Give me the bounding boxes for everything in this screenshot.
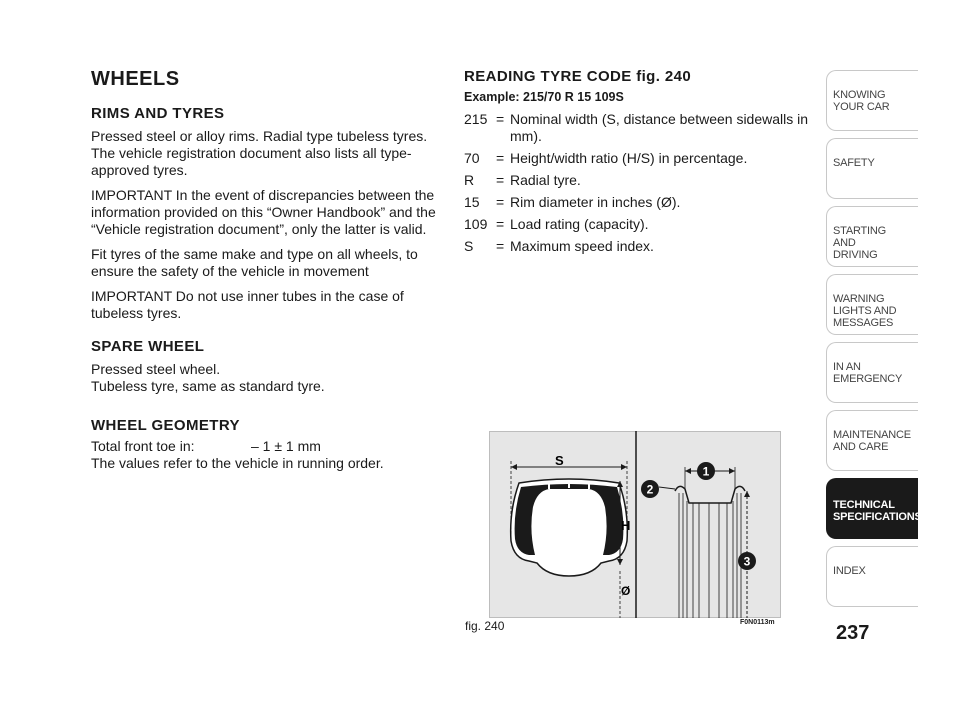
code-meaning: Height/width ratio (H/S) in percentage.: [510, 150, 748, 166]
sidebar-tab[interactable]: [826, 478, 922, 539]
badge-3: [738, 552, 756, 570]
badge-1-label: 1: [702, 464, 710, 479]
code-equals: =: [496, 172, 505, 188]
code-equals: =: [496, 150, 505, 166]
code-key: 15: [464, 194, 480, 210]
badge-2-label: 2: [646, 482, 654, 497]
sidebar-tab[interactable]: [826, 70, 918, 131]
left-column: [91, 68, 451, 480]
label-diameter: Ø: [621, 584, 631, 598]
rims-paragraph-4: IMPORTANT Do not use inner tubes in the case of tubeless tyres.: [91, 288, 404, 321]
sidebar-tab-label: MAINTENANCE AND CARE: [833, 429, 911, 453]
code-meaning: Rim diameter in inches (Ø).: [510, 194, 681, 210]
sidebar-tab[interactable]: [826, 410, 918, 471]
label-h: H: [621, 518, 631, 533]
chapter-sidebar: [826, 70, 922, 614]
rims-paragraph-2: IMPORTANT In the event of discrepancies between the information provided on this “Owner Handbook” and the “Vehicle registration document”, only the latter is valid.: [91, 187, 436, 237]
toe-label: Total front toe in:: [91, 438, 195, 454]
tyre-code-row: [464, 238, 809, 255]
spare-heading: SPARE WHEEL: [91, 338, 205, 355]
badge-3-label: 3: [743, 554, 751, 569]
code-meaning: Maximum speed index.: [510, 238, 654, 254]
code-equals: =: [496, 238, 505, 254]
sidebar-tab-label: INDEX: [833, 565, 866, 577]
geometry-note: The values refer to the vehicle in running order.: [91, 455, 384, 471]
spare-text: [91, 361, 451, 395]
tyre-code-row: [464, 172, 809, 189]
spare-line-2: Tubeless tyre, same as standard tyre.: [91, 378, 325, 394]
code-key: S: [464, 238, 474, 254]
tyre-code-row: [464, 150, 809, 167]
spare-line-1: Pressed steel wheel.: [91, 361, 221, 377]
code-key: R: [464, 172, 475, 188]
tyre-code-example: Example: 215/70 R 15 109S: [464, 90, 624, 104]
sidebar-tab-label: TECHNICAL SPECIFICATIONS: [833, 499, 922, 523]
rims-paragraph-3: Fit tyres of the same make and type on all wheels, to ensure the safety of the vehicle in movement: [91, 246, 418, 279]
code-key: 70: [464, 150, 480, 166]
figure-code: F0N0113m: [740, 619, 775, 626]
rims-paragraph-1: Pressed steel or alloy rims. Radial type tubeless tyres. The vehicle registration document also lists all type-approved tyres.: [91, 128, 428, 178]
rims-heading: RIMS AND TYRES: [91, 105, 225, 122]
sidebar-tab-label: WARNING LIGHTS AND MESSAGES: [833, 293, 897, 329]
sidebar-tab[interactable]: [826, 342, 918, 403]
label-s: S: [555, 453, 564, 468]
sidebar-tab-label: IN AN EMERGENCY: [833, 361, 903, 385]
code-equals: =: [496, 111, 505, 127]
page-number: 237: [836, 622, 870, 644]
tyre-code-heading: READING TYRE CODE fig. 240: [464, 68, 692, 85]
toe-row: [91, 438, 451, 455]
toe-value: – 1 ± 1 mm: [251, 438, 321, 454]
code-key: 109: [464, 216, 488, 232]
code-key: 215: [464, 111, 488, 127]
page-title: WHEELS: [91, 68, 180, 90]
tyre-code-row: [464, 111, 809, 145]
tyre-code-list: [464, 111, 809, 255]
sidebar-tab[interactable]: [826, 274, 918, 335]
code-meaning: Load rating (capacity).: [510, 216, 649, 232]
badge-2: [641, 480, 659, 498]
tyre-diagram: [489, 431, 781, 618]
code-equals: =: [496, 216, 505, 232]
sidebar-tab[interactable]: [826, 206, 918, 267]
sidebar-tab[interactable]: [826, 138, 918, 199]
tyre-code-row: [464, 216, 809, 233]
sidebar-tab[interactable]: [826, 546, 918, 607]
sidebar-tab-label: STARTING AND DRIVING: [833, 225, 886, 261]
tyre-figure: [489, 431, 781, 618]
figure-caption: fig. 240: [465, 619, 505, 633]
right-column: [464, 68, 809, 260]
code-equals: =: [496, 194, 505, 210]
sidebar-tab-label: SAFETY: [833, 157, 875, 169]
badge-1: [697, 462, 715, 480]
geometry-heading: WHEEL GEOMETRY: [91, 417, 240, 434]
tyre-code-row: [464, 194, 809, 211]
sidebar-tab-label: KNOWING YOUR CAR: [833, 89, 890, 113]
code-meaning: Nominal width (S, distance between sidewalls in mm).: [510, 111, 809, 144]
code-meaning: Radial tyre.: [510, 172, 581, 188]
